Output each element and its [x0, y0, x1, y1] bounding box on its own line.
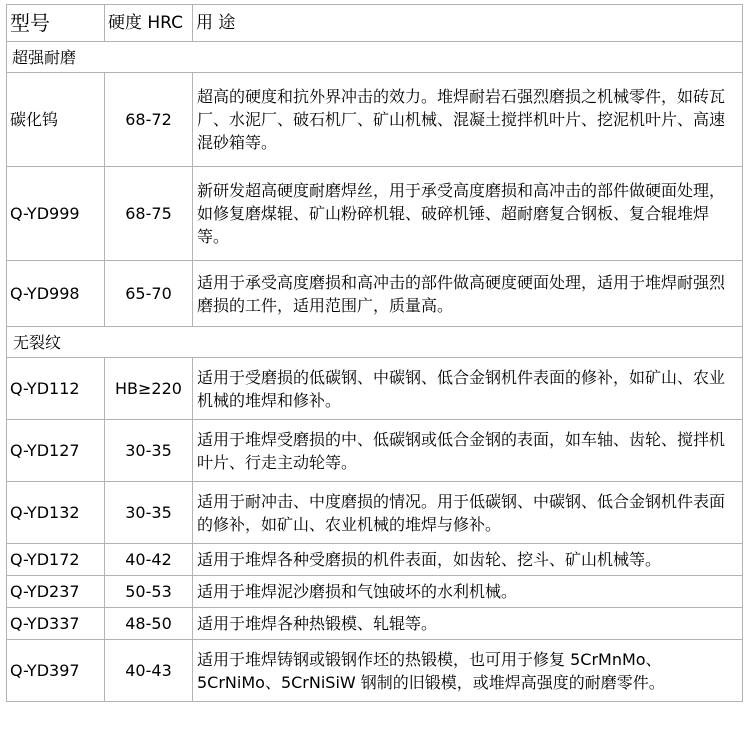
model-cell: Q-YD112: [7, 358, 105, 420]
section-row: [7, 327, 743, 358]
section-row: [7, 42, 743, 73]
model-cell: Q-YD172: [7, 544, 105, 576]
section-title: 无裂纹: [7, 327, 743, 358]
table-row: [7, 420, 743, 482]
header-model: 型号: [7, 5, 105, 42]
model-cell: Q-YD132: [7, 482, 105, 544]
usage-cell: 适用于承受高度磨损和高冲击的部件做高硬度硬面处理，适用于堆焊耐强烈磨损的工件，适用范围广，质量高。: [193, 261, 743, 327]
table-row: [7, 261, 743, 327]
usage-cell: 适用于堆焊泥沙磨损和气蚀破坏的水利机械。: [193, 576, 743, 608]
table-row: [7, 482, 743, 544]
table-row: [7, 544, 743, 576]
usage-cell: 适用于耐冲击、中度磨损的情况。用于低碳钢、中碳钢、低合金钢机件表面的修补，如矿山、农业机械的堆焊与修补。: [193, 482, 743, 544]
hardness-cell: 68-75: [105, 167, 193, 261]
model-cell: Q-YD127: [7, 420, 105, 482]
table-row: [7, 640, 743, 702]
model-cell: Q-YD999: [7, 167, 105, 261]
hardness-cell: 48-50: [105, 608, 193, 640]
hardness-cell: HB≥220: [105, 358, 193, 420]
hardness-cell: 65-70: [105, 261, 193, 327]
hardness-cell: 50-53: [105, 576, 193, 608]
spec-table-container: [6, 4, 742, 702]
table-header-row: [7, 5, 743, 42]
model-cell: Q-YD397: [7, 640, 105, 702]
model-cell: 碳化钨: [7, 73, 105, 167]
hardness-cell: 68-72: [105, 73, 193, 167]
usage-cell: 适用于堆焊各种热锻模、轧辊等。: [193, 608, 743, 640]
usage-cell: 适用于受磨损的低碳钢、中碳钢、低合金钢机件表面的修补，如矿山、农业机械的堆焊和修补。: [193, 358, 743, 420]
table-row: [7, 576, 743, 608]
model-cell: Q-YD998: [7, 261, 105, 327]
usage-cell: 超高的硬度和抗外界冲击的效力。堆焊耐岩石强烈磨损之机械零件，如砖瓦厂、水泥厂、破石机厂、矿山机械、混凝土搅拌机叶片、挖泥机叶片、高速混砂箱等。: [193, 73, 743, 167]
usage-cell: 适用于堆焊铸钢或锻钢作坯的热锻模，也可用于修复 5CrMnMo、5CrNiMo、5CrNiSiW 钢制的旧锻模，或堆焊高强度的耐磨零件。: [193, 640, 743, 702]
header-usage: 用 途: [193, 5, 743, 42]
table-row: [7, 358, 743, 420]
model-cell: Q-YD337: [7, 608, 105, 640]
model-cell: Q-YD237: [7, 576, 105, 608]
usage-cell: 适用于堆焊受磨损的中、低碳钢或低合金钢的表面，如车轴、齿轮、搅拌机叶片、行走主动轮等。: [193, 420, 743, 482]
table-row: [7, 608, 743, 640]
hardness-cell: 30-35: [105, 420, 193, 482]
header-hardness: 硬度 HRC: [105, 5, 193, 42]
hardness-cell: 40-43: [105, 640, 193, 702]
section-title: 超强耐磨: [7, 42, 743, 73]
hardness-cell: 30-35: [105, 482, 193, 544]
table-row: [7, 73, 743, 167]
usage-cell: 新研发超高硬度耐磨焊丝，用于承受高度磨损和高冲击的部件做硬面处理，如修复磨煤辊、矿山粉碎机辊、破碎机锤、超耐磨复合钢板、复合辊堆焊等。: [193, 167, 743, 261]
usage-cell: 适用于堆焊各种受磨损的机件表面，如齿轮、挖斗、矿山机械等。: [193, 544, 743, 576]
hardness-cell: 40-42: [105, 544, 193, 576]
table-row: [7, 167, 743, 261]
welding-wire-spec-table: [6, 4, 743, 702]
